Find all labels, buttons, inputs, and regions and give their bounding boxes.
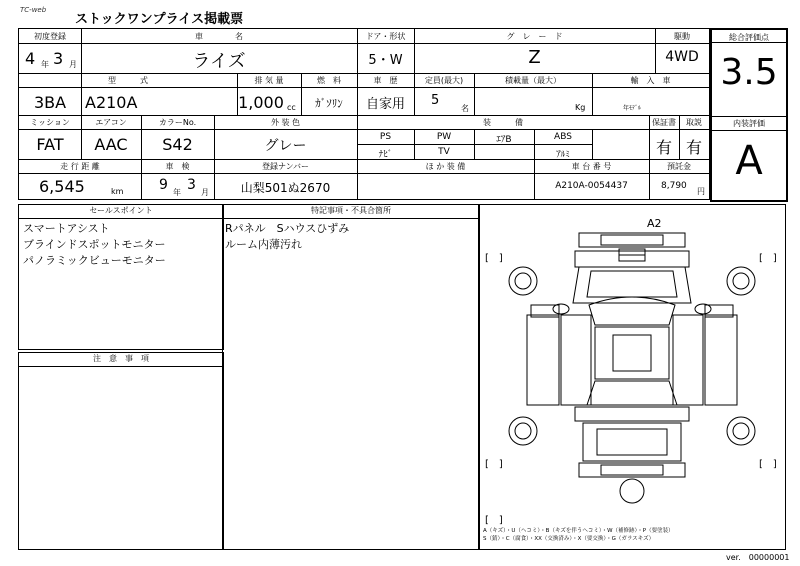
- version: ver. 00000001: [726, 553, 790, 562]
- capacity: 5: [431, 93, 440, 108]
- legend-line-1: A（キズ）・U（ヘコミ）・B（キズを伴うヘコミ）・W（補修跡）・P（要塗装）: [483, 528, 674, 534]
- fuel-label: 燃 料: [317, 76, 341, 85]
- capacity-label: 定員(最大): [424, 76, 464, 85]
- equip-label: 装 備: [483, 118, 523, 127]
- car-diagram-icon: [479, 205, 785, 549]
- load-unit: Kg: [575, 103, 586, 112]
- ext-color-label: 外 装 色: [270, 118, 301, 127]
- mileage: 6,545: [39, 177, 85, 196]
- fuel: ｶﾞｿﾘﾝ: [315, 97, 343, 110]
- overall-label: 総合評価点: [729, 33, 769, 42]
- score-box: [710, 28, 788, 202]
- first-reg-label: 初度登録: [34, 32, 66, 41]
- svg-text:[ ]: [ ]: [485, 253, 503, 264]
- svg-text:[ ]: [ ]: [485, 515, 503, 526]
- displacement: 1,000: [238, 93, 284, 112]
- capacity-unit: 名: [461, 104, 469, 113]
- ext-color: グレー: [264, 138, 307, 154]
- load-label: 積載量（最大）: [505, 76, 561, 85]
- color-no: S42: [162, 135, 193, 154]
- month-unit: 月: [69, 60, 77, 69]
- info-grid: [18, 28, 710, 200]
- sales-item: ブラインドスポットモニター: [23, 238, 166, 251]
- remarks-section: [222, 204, 480, 550]
- equip-abs: ABS: [554, 132, 572, 142]
- page-title: ストックワンプライス掲載票: [75, 12, 244, 27]
- header: [0, 0, 800, 28]
- svg-text:[ ]: [ ]: [759, 253, 777, 264]
- notes-label: 注 意 事 項: [19, 353, 223, 367]
- mileage-label: 走 行 距 離: [60, 162, 100, 171]
- door-label: ドア・形状: [365, 32, 406, 41]
- manual: 有: [685, 138, 702, 157]
- sales-point-section: [18, 204, 224, 350]
- sales-item: スマートアシスト: [23, 222, 110, 235]
- legend-line-2: S（錆）・C（腐食）・XX（交換済み）・X（要交換）・G（ガラスキズ）: [483, 536, 655, 542]
- insp-month-unit: 月: [201, 188, 209, 197]
- grade-label: グ レ ー ド: [506, 32, 563, 41]
- import-year-unit: 年ﾓﾃﾞﾙ: [623, 105, 642, 112]
- mileage-unit: km: [111, 187, 124, 196]
- model-prefix: 3BA: [33, 93, 67, 112]
- warranty-label: 保証書: [652, 118, 676, 127]
- manual-label: 取説: [686, 118, 702, 127]
- door-shape: 5・W: [368, 53, 403, 68]
- car-diagram-section: [478, 204, 786, 550]
- other-equip-label: ほ か 装 備: [425, 162, 466, 171]
- insp-month: 3: [187, 177, 196, 193]
- reg-month: 3: [53, 49, 64, 68]
- car-name-label: 車 名: [195, 32, 243, 41]
- equip-tv: TV: [438, 147, 450, 157]
- insp-year-unit: 年: [173, 188, 181, 197]
- svg-text:[ ]: [ ]: [485, 459, 503, 470]
- overall-score: 3.5: [720, 52, 778, 93]
- svg-text:[ ]: [ ]: [759, 459, 777, 470]
- color-no-label: カラーNo.: [158, 118, 197, 127]
- recycle-label: 預託金: [667, 162, 691, 171]
- history: 自家用: [365, 97, 405, 112]
- notes-section: [18, 352, 224, 550]
- sales-item: パノラミックビューモニター: [23, 254, 166, 267]
- mission-label: ミッション: [30, 118, 70, 127]
- insp-year: 9: [159, 177, 168, 193]
- recycle-unit: 円: [697, 187, 705, 196]
- model-code: A210A: [85, 93, 138, 112]
- model-label: 型 式: [108, 76, 148, 85]
- plate-label: 登録ナンバー: [261, 162, 310, 171]
- warranty: 有: [655, 138, 672, 157]
- chassis-number: A210A-0054437: [555, 181, 628, 191]
- recycle-deposit: 8,790: [661, 181, 687, 191]
- drive-label: 駆動: [674, 32, 690, 41]
- import-label: 輸 入 車: [630, 76, 671, 85]
- reg-year: 4: [25, 49, 36, 68]
- logo: TC-web: [20, 6, 47, 14]
- displacement-unit: cc: [287, 103, 296, 112]
- equip-ps: PS: [379, 132, 392, 142]
- displacement-label: 排 気 量: [254, 76, 284, 85]
- damage-mark-a2: A2: [647, 217, 662, 230]
- car-name: ライズ: [192, 51, 246, 72]
- interior-label: 内装評価: [733, 119, 765, 128]
- grade: Z: [528, 47, 541, 68]
- aircon: AAC: [94, 135, 128, 154]
- remarks-label: 特記事項・不具合箇所: [223, 205, 479, 219]
- drive: 4WD: [665, 49, 699, 65]
- remark-item: Rパネル Sハウスひずみ: [225, 222, 350, 235]
- remark-item: ルーム内薄汚れ: [225, 238, 302, 251]
- aircon-label: エアコン: [95, 118, 127, 127]
- year-unit: 年: [41, 60, 49, 69]
- sales-point-label: セールスポイント: [19, 205, 223, 219]
- mission: FAT: [36, 135, 64, 154]
- equip-navi: ﾅﾋﾞ: [378, 150, 393, 160]
- equip-airbag: ｴｱB: [496, 135, 512, 145]
- interior-score: A: [735, 138, 763, 184]
- history-label: 車 歴: [373, 76, 398, 85]
- chassis-label: 車 台 番 号: [571, 162, 612, 171]
- plate: 山梨501ぬ2670: [240, 181, 331, 195]
- equip-alloy: ｱﾙﾐ: [556, 150, 570, 160]
- equip-pw: PW: [436, 132, 452, 142]
- inspection-label: 車 検: [165, 162, 190, 171]
